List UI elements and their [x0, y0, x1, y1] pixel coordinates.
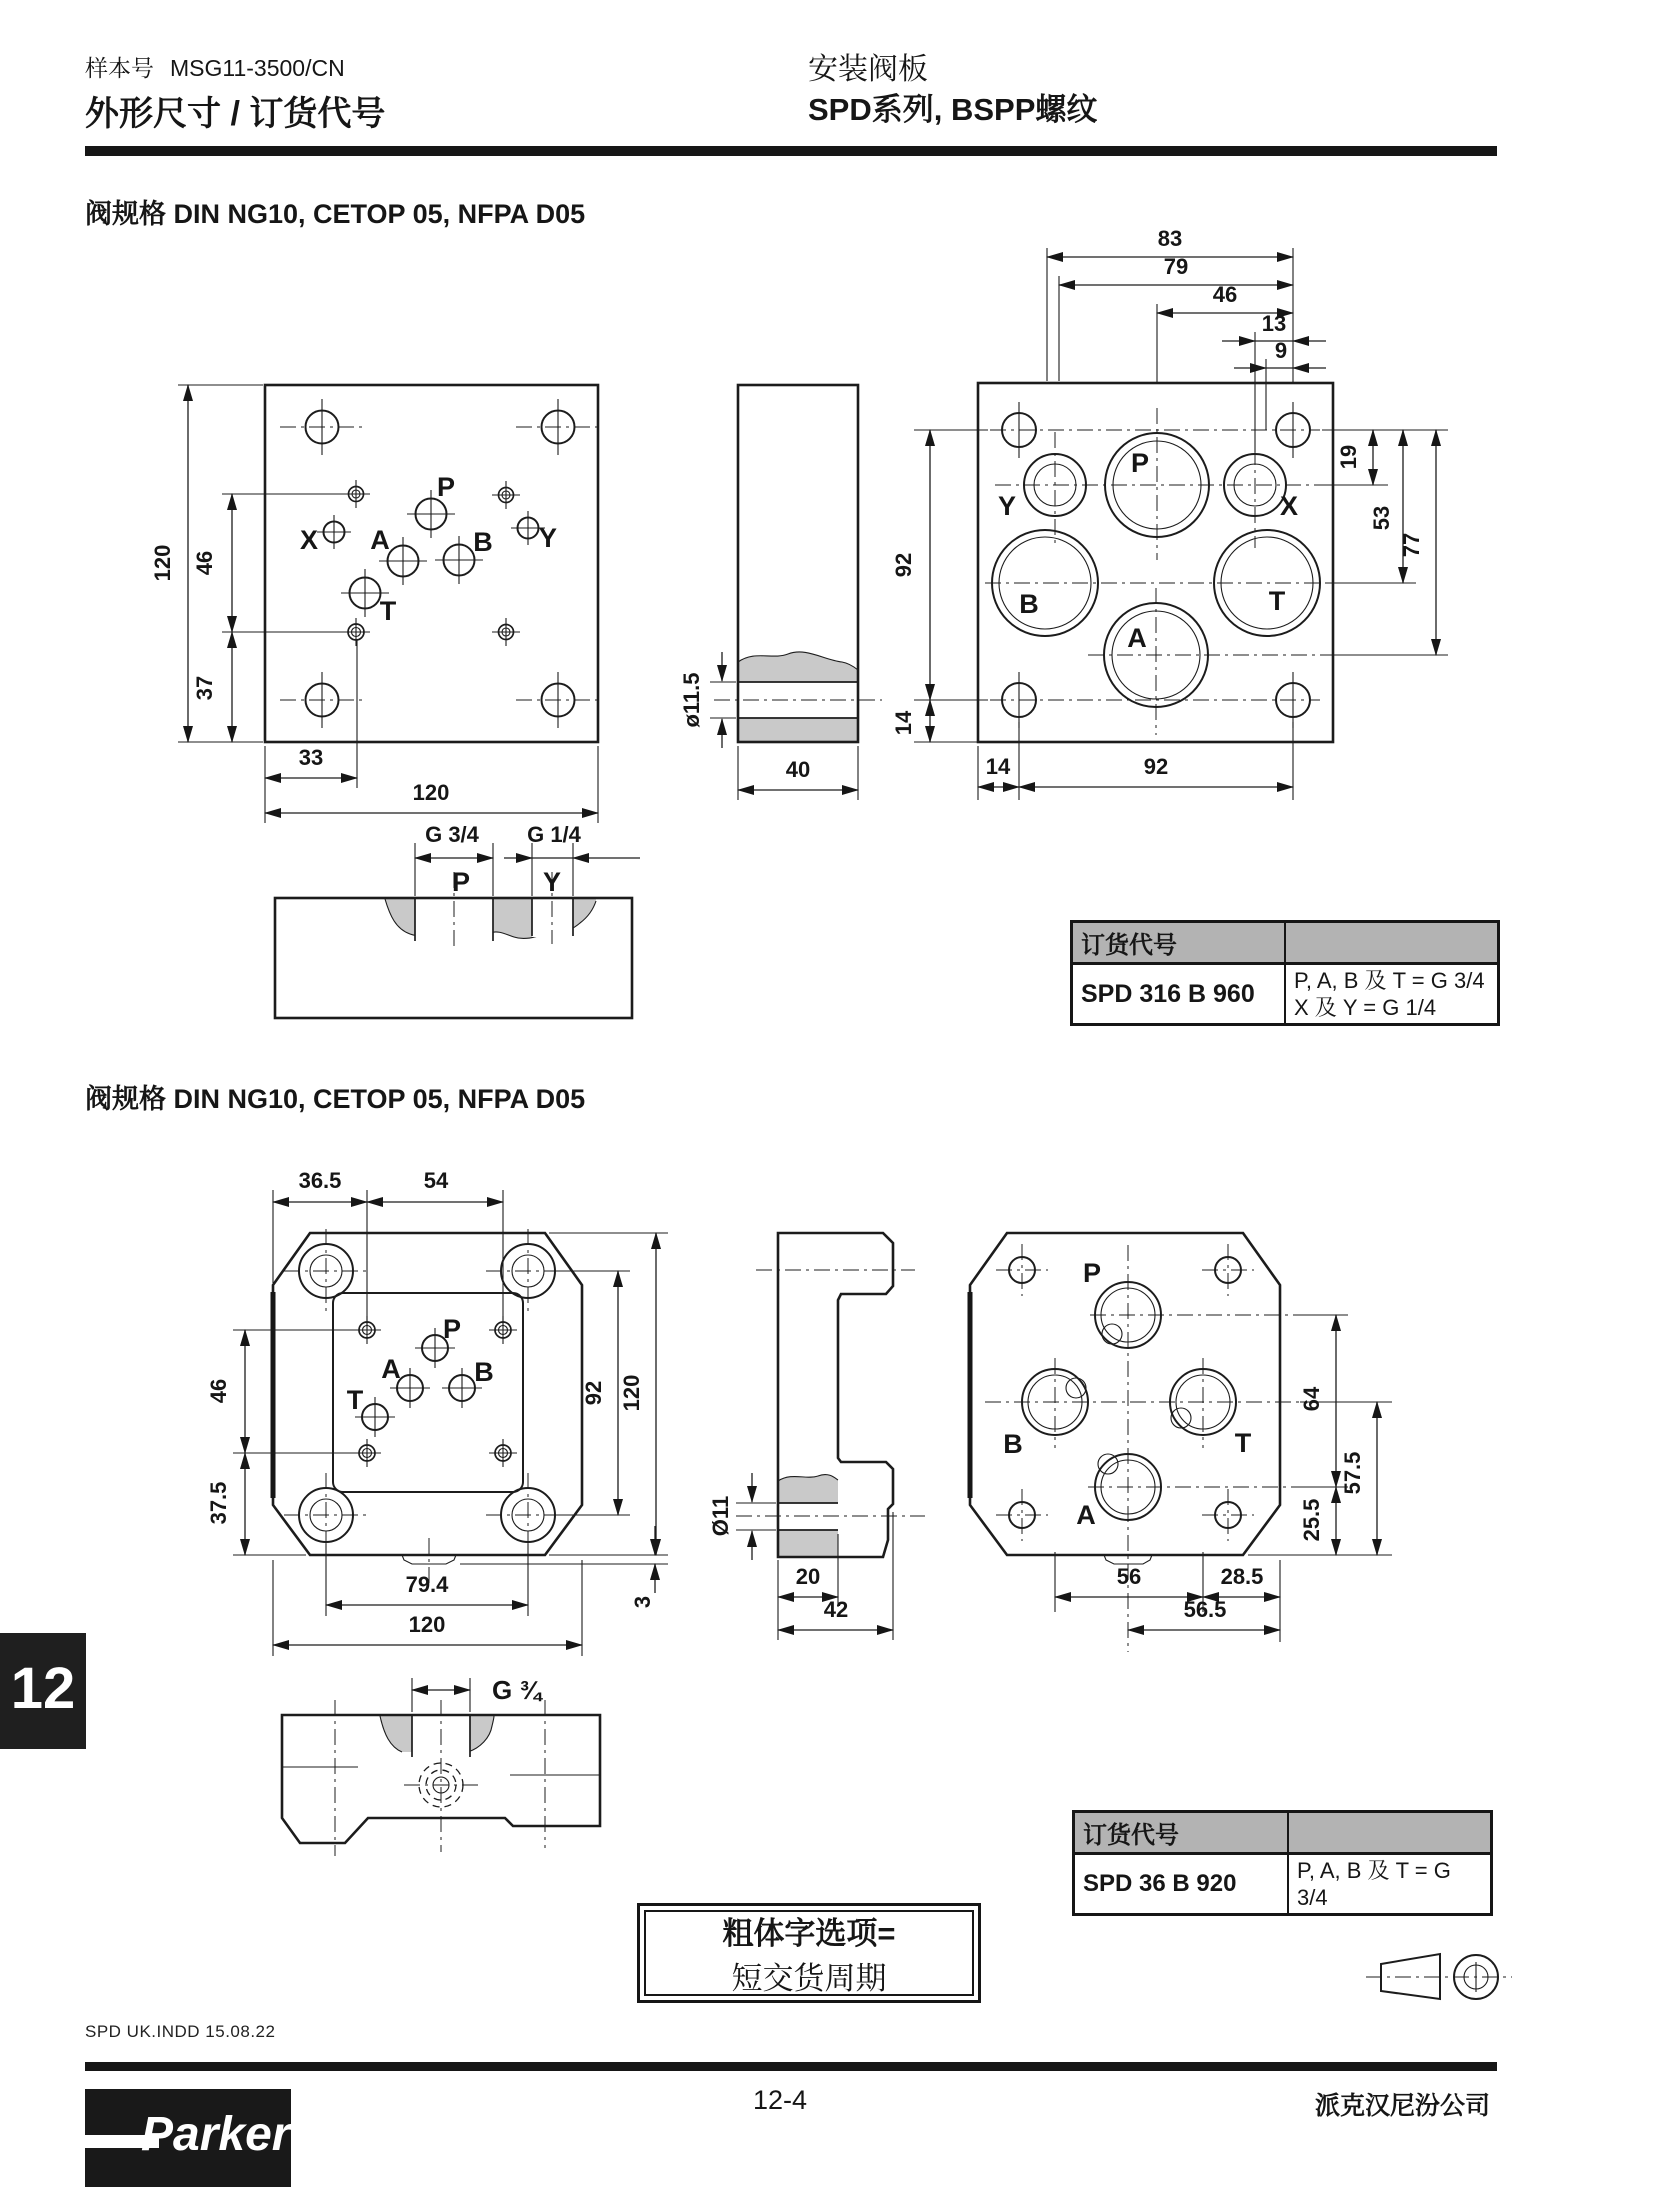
doc-number: MSG11-3500/CN [170, 55, 345, 81]
dim-label: G 1/4 [527, 822, 581, 847]
d2-back-view [970, 1233, 1392, 1652]
dim-label: 56.5 [1183, 1597, 1227, 1622]
dim-label: 9 [1274, 338, 1288, 363]
dim-label: 13 [1261, 311, 1287, 336]
port-label: X [299, 525, 319, 555]
port-label: P [1082, 1258, 1102, 1288]
section2-title: 阀规格 DIN NG10, CETOP 05, NFPA D05 [85, 1084, 586, 1114]
order-code-table-1 [1070, 920, 1500, 1026]
table1-spec-line2: X 及 Y = G 1/4 [1294, 995, 1437, 1020]
dim-label: 79 [1163, 254, 1189, 279]
dim-label: 36.5 [298, 1168, 342, 1193]
port-label: X [1279, 491, 1299, 521]
footer-rule [85, 2062, 1497, 2071]
dim-label: 120 [150, 544, 175, 582]
port-label: P [1130, 448, 1150, 478]
dim-label: 46 [206, 1378, 231, 1404]
port-label: B [474, 1357, 494, 1387]
product-title-line2: SPD系列, BSPP螺纹 [808, 92, 1098, 127]
bold-option-note-inner [644, 1910, 974, 1996]
table2-spec-line1: P, A, B 及 T = G 3/4 [1288, 1854, 1492, 1915]
page-title: 外形尺寸 / 订货代号 [85, 95, 386, 133]
dim-label: G ¾ [492, 1675, 542, 1705]
dim-label: 120 [619, 1374, 644, 1412]
port-label: T [1268, 586, 1286, 616]
dim-label: 37.5 [206, 1481, 231, 1525]
dim-label: 92 [581, 1380, 606, 1406]
d2-front-view [206, 1168, 668, 1656]
dim-label: 28.5 [1220, 1564, 1264, 1589]
table1-code: SPD 316 B 960 [1072, 964, 1286, 1025]
company-name: 派克汉尼汾公司 [1314, 2092, 1490, 2120]
port-label: B [1019, 589, 1039, 619]
file-info: SPD UK.INDD 15.08.22 [85, 2022, 276, 2041]
port-label: A [1127, 623, 1147, 653]
port-label: P [436, 472, 456, 502]
dim-label: 79.4 [405, 1572, 449, 1597]
dim-label: 20 [795, 1564, 821, 1589]
port-label: Y [542, 867, 562, 897]
dim-label: 33 [298, 745, 324, 770]
d1-section-view [275, 822, 640, 1018]
port-label: B [1003, 1429, 1023, 1459]
product-title-line1: 安装阀板 [808, 53, 928, 86]
parker-logo [85, 2089, 291, 2187]
bold-option-note-box [637, 1903, 981, 2003]
table2-header: 订货代号 [1074, 1812, 1289, 1854]
port-label: T [1234, 1428, 1252, 1458]
dim-label: 92 [1143, 754, 1169, 779]
dim-label: 14 [985, 754, 1011, 779]
note-line2: 短交货周期 [731, 1961, 887, 1996]
dim-label: 14 [891, 710, 916, 736]
order-code-table-2 [1072, 1810, 1493, 1916]
dim-label: 3 [630, 1595, 655, 1609]
dim-label: 25.5 [1299, 1498, 1324, 1542]
doc-label: 样本号 [85, 55, 154, 81]
dim-label: 120 [412, 780, 450, 805]
d1-back-view [891, 226, 1448, 800]
d1-side-view [679, 385, 882, 800]
port-label: B [473, 527, 493, 557]
port-label: Y [997, 491, 1017, 521]
plug-symbol-icon [1366, 1954, 1512, 1999]
dim-label: 46 [1212, 282, 1238, 307]
table1-spec [1285, 964, 1499, 1025]
section1-title: 阀规格 DIN NG10, CETOP 05, NFPA D05 [85, 199, 586, 229]
dim-label: 46 [192, 550, 217, 576]
port-label: Y [538, 523, 558, 553]
d1-front-view [150, 385, 600, 823]
d2-side-view [708, 1233, 925, 1640]
port-label: A [1076, 1500, 1096, 1530]
port-label: T [379, 596, 397, 626]
dim-label: 64 [1299, 1386, 1324, 1412]
dim-label: 40 [785, 757, 811, 782]
port-label: A [370, 525, 390, 555]
port-label: P [442, 1314, 462, 1344]
dim-label: 120 [408, 1612, 446, 1637]
dim-label: 19 [1336, 444, 1361, 470]
table2-header-empty [1288, 1812, 1492, 1854]
dim-label: 56 [1116, 1564, 1142, 1589]
dim-label: 54 [423, 1168, 449, 1193]
port-label: T [346, 1385, 364, 1415]
dim-label: 57.5 [1340, 1451, 1365, 1495]
table1-spec-line1: P, A, B 及 T = G 3/4 [1294, 968, 1485, 993]
port-label: P [451, 867, 471, 897]
dim-label: 83 [1157, 226, 1183, 251]
dim-label: 42 [823, 1597, 849, 1622]
page-number: 12-4 [752, 2085, 808, 2115]
table1-header-empty [1285, 922, 1499, 964]
dim-label: G 3/4 [425, 822, 479, 847]
table2-code: SPD 36 B 920 [1074, 1854, 1289, 1915]
dim-label: ø11.5 [679, 672, 704, 728]
dim-label: 92 [891, 552, 916, 578]
dim-label: Ø11 [708, 1495, 733, 1537]
parker-logo-text: Parker [141, 2108, 291, 2161]
table1-header: 订货代号 [1072, 922, 1286, 964]
note-line1: 粗体字选项= [722, 1916, 896, 1951]
chapter-tab: 12 [0, 1633, 86, 1749]
dim-label: 37 [192, 675, 217, 701]
dim-label: 77 [1399, 532, 1424, 558]
d2-bottom-view [282, 1675, 600, 1856]
port-label: A [381, 1354, 401, 1384]
dim-label: 53 [1369, 505, 1394, 531]
